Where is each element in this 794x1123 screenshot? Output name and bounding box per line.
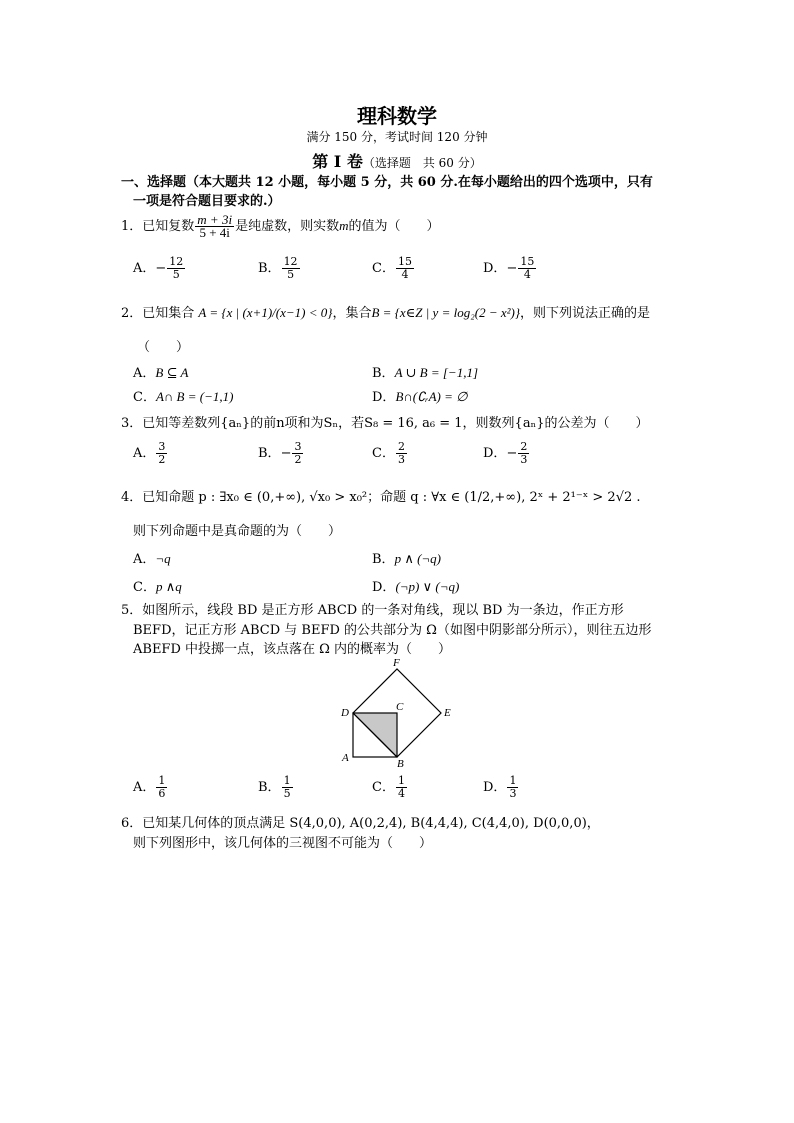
section-main: 第 I 卷 xyxy=(312,152,363,171)
q4-option-b[interactable]: B．p ∧ (¬q) xyxy=(372,551,442,567)
q4-option-c[interactable]: C．p ∧q xyxy=(133,579,182,595)
q1-frac-num: m + 3i xyxy=(197,212,233,227)
label-f: F xyxy=(393,657,400,669)
q4-option-d[interactable]: D．(¬p) ∨ (¬q) xyxy=(372,579,460,595)
q5-option-c[interactable]: C． $\frac{1}{4}$ xyxy=(372,774,405,800)
question-4-line-2: 则下列命题中是真命题的为（ ） xyxy=(133,524,342,539)
exam-subtitle: 满分 150 分，考试时间 120 分钟 xyxy=(306,130,488,144)
q2-set-b: B = {x∈Z | y = log₂(2 − x²)} xyxy=(371,305,521,320)
label-b: B xyxy=(397,758,404,770)
q3-option-b[interactable]: B．− $\frac{3}{2}$ xyxy=(258,440,302,466)
q4-option-a[interactable]: A．¬q xyxy=(133,551,171,567)
q2-paren: （ ） xyxy=(137,340,190,355)
q2-prefix: 2．已知集合 xyxy=(121,306,195,321)
q1-var: m xyxy=(339,218,349,233)
q2-option-d[interactable]: D．B∩(∁ᵣA) = ∅ xyxy=(372,389,468,405)
q2-end: ，则下列说法正确的是 xyxy=(520,306,651,321)
q5-option-d[interactable]: D． $\frac{1}{3}$ xyxy=(483,774,517,800)
q1-option-c[interactable]: C． $\frac{15}{4}$ xyxy=(372,255,412,281)
label-a: A xyxy=(342,752,349,764)
page-title: 理科数学 xyxy=(357,104,437,128)
q2-option-c[interactable]: C．A∩ B = (−1,1) xyxy=(133,389,234,405)
q1-prefix: 1．已知复数 xyxy=(121,219,195,234)
question-5-line-1: 5．如图所示，线段 BD 是正方形 ABCD 的一条对角线，现以 BD 为一条边，作正方形 xyxy=(121,603,624,618)
q2-set-a: A = {x | (x+1)/(x−1) < 0} xyxy=(198,305,333,320)
question-1 xyxy=(121,214,439,239)
label-e: E xyxy=(444,707,451,719)
q2-option-b[interactable]: B．A ∪ B = [−1,1] xyxy=(372,365,479,381)
q5-option-a[interactable]: A． $\frac{1}{6}$ xyxy=(133,774,166,800)
question-6-line-1: 6．已知某几何体的顶点满足 S(4,0,0), A(0,2,4), B(4,4,4), C(4,4,0), D(0,0,0)， xyxy=(121,816,600,831)
q1-end: 的值为（ ） xyxy=(348,219,440,234)
q3-option-a[interactable]: A． $\frac{3}{2}$ xyxy=(133,440,166,466)
q1-frac-den: 5 + 4i xyxy=(199,225,230,240)
question-4-line-1: 4．已知命题 p : ∃x₀ ∈ (0,+∞), √x₀ > x₀²；命题 q : ∀x ∈ (1/2,+∞), 2ˣ + 2¹⁻ˣ > 2√2 . xyxy=(121,490,641,505)
label-d: D xyxy=(341,707,349,719)
question-3: 3．已知等差数列{aₙ}的前n项和为Sₙ，若S₈ = 16, a₆ = 1，则数列{aₙ}的公差为（ ） xyxy=(121,416,649,431)
section-note: （选择题 共 60 分） xyxy=(362,156,482,170)
question-5-line-3: ABEFD 中投掷一点，该点落在 Ω 内的概率为（ ） xyxy=(133,642,452,657)
q1-suffix: 是纯虚数，则实数 xyxy=(235,219,340,234)
instructions-line-1: 一、选择题（本大题共 12 小题，每小题 5 分，共 60 分.在每小题给出的四个选项中，只有 xyxy=(121,175,653,190)
q3-option-d[interactable]: D．− $\frac{2}{3}$ xyxy=(483,440,528,466)
q5-square-figure xyxy=(335,655,465,770)
q2-mid: ，集合 xyxy=(332,306,372,321)
question-2 xyxy=(121,305,650,322)
q5-option-b[interactable]: B． $\frac{1}{5}$ xyxy=(258,774,291,800)
q1-fraction xyxy=(195,214,234,239)
q1-option-d[interactable]: D．− $\frac{15}{4}$ xyxy=(483,255,535,281)
label-c: C xyxy=(396,701,404,713)
section-heading xyxy=(0,149,794,172)
q1-option-b[interactable]: B． $\frac{12}{5}$ xyxy=(258,255,298,281)
q1-option-a[interactable]: A．− $\frac{12}{5}$ xyxy=(133,255,184,281)
q2-option-a[interactable]: A．B ⊆ A xyxy=(133,365,189,381)
instructions-line-2: 一项是符合题目要求的.） xyxy=(133,194,281,209)
q3-option-c[interactable]: C． $\frac{2}{3}$ xyxy=(372,440,405,466)
question-5-line-2: BEFD，记正方形 ABCD 与 BEFD 的公共部分为 Ω（如图中阴影部分所示），则往五边形 xyxy=(133,623,652,638)
question-6-line-2: 则下列图形中，该几何体的三视图不可能为（ ） xyxy=(133,836,433,851)
